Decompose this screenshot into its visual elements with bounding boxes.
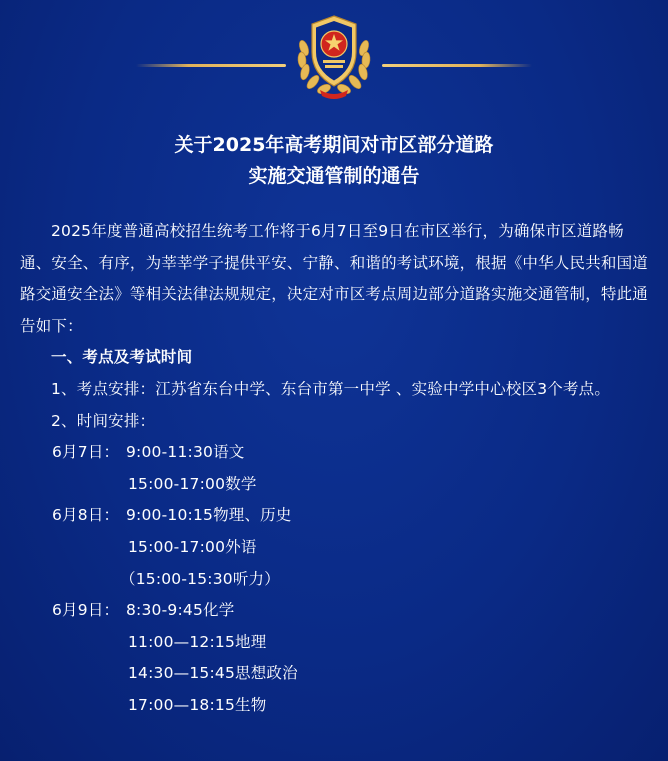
schedule-entry: 14:30—15:45思想政治	[128, 664, 298, 683]
schedule-row	[20, 469, 650, 501]
gold-divider-left	[136, 64, 286, 67]
schedule-entry: 15:00-17:00数学	[128, 474, 257, 493]
schedule-heading: 2、时间安排：	[51, 411, 156, 430]
schedule-row	[20, 532, 650, 564]
schedule-row	[20, 595, 650, 627]
schedule-row	[20, 437, 650, 469]
schedule-day: 6月7日：	[52, 443, 120, 462]
page-header	[0, 0, 668, 120]
schedule-row	[20, 500, 650, 532]
schedule-entry: 11:00—12:15地理	[128, 632, 267, 651]
schedule-entry: （15:00-15:30听力）	[120, 569, 280, 588]
schedule-row	[20, 564, 650, 596]
schedule-entry: 8:30-9:45化学	[126, 601, 235, 620]
schedule-row	[20, 690, 650, 722]
title-line-1: 关于2025年高考期间对市区部分道路	[174, 134, 494, 156]
intro-paragraph: 2025年度普通高校招生统考工作将于6月7日至9日在市区举行，为确保市区道路畅通、安全、有序，为莘莘学子提供平安、宁静、和谐的考试环境，根据《中华人民共和国道路交通安全法》等相关法律法规规定，决定对市区考点周边部分道路实施交通管制，特此通告如下：	[20, 222, 649, 335]
schedule-entry: 9:00-10:15物理、历史	[126, 506, 292, 525]
schedule-day: 6月8日：	[52, 506, 120, 525]
schedule-entry: 17:00—18:15生物	[128, 695, 267, 714]
exam-venues-item: 1、考点安排：江苏省东台中学、东台市第一中学 、实验中学中心校区3个考点。	[51, 379, 611, 398]
section-heading: 一、考点及考试时间	[51, 348, 193, 367]
schedule-row	[20, 658, 650, 690]
notice-body	[20, 216, 650, 722]
notice-title	[0, 130, 668, 192]
title-line-2: 实施交通管制的通告	[248, 165, 420, 187]
schedule-entry: 9:00-11:30语文	[126, 443, 245, 462]
police-emblem-icon	[290, 8, 378, 100]
schedule-entry: 15:00-17:00外语	[128, 537, 257, 556]
gold-divider-right	[382, 64, 532, 67]
schedule-row	[20, 627, 650, 659]
schedule-day: 6月9日：	[52, 601, 120, 620]
